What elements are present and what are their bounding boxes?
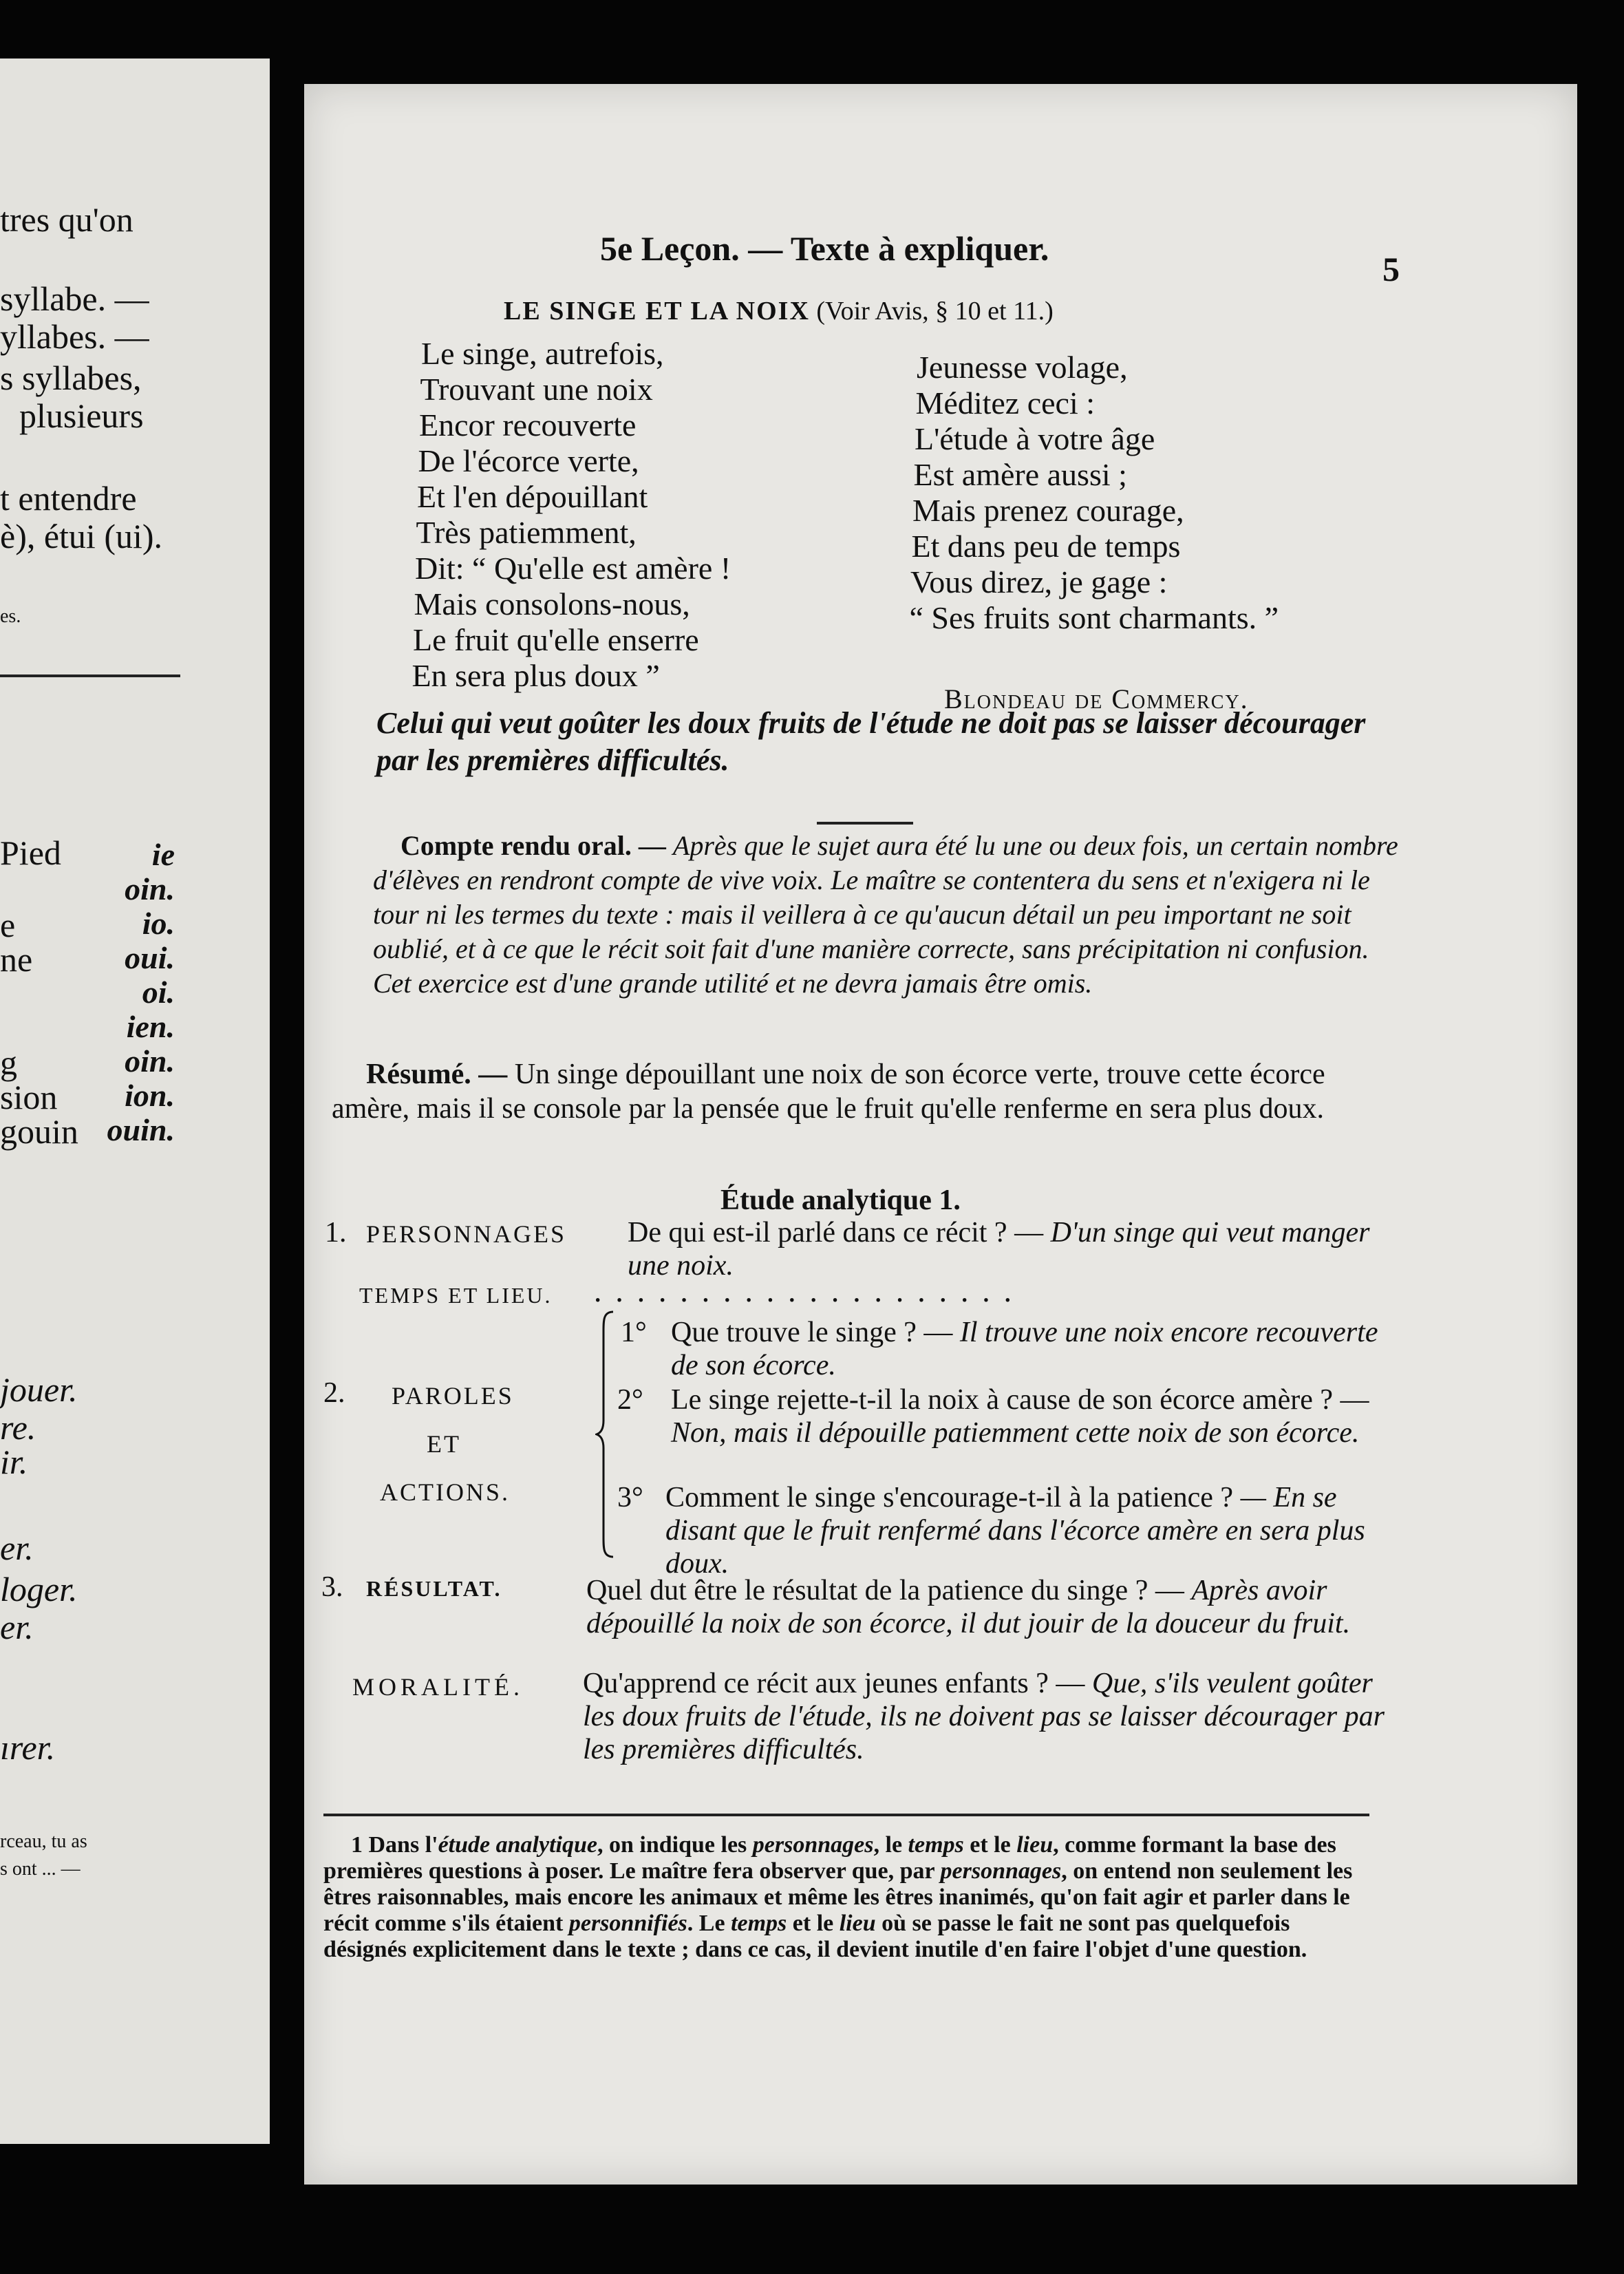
section-1-question bbox=[628, 1216, 1391, 1282]
compte-rendu-paragraph bbox=[373, 829, 1405, 1001]
poem-right-line: Vous direz, je gage : bbox=[910, 564, 1168, 599]
poem-right-line: L'étude à votre âge bbox=[915, 421, 1155, 456]
left-page-line: s syllabes, bbox=[0, 359, 142, 397]
footnote-text-6: , on entend non seulement les êtres raisonnables, mais encore les animaux et même les êtres inanimés, qu'on fait agir et parler dans le récit comme s'ils étaient bbox=[323, 1858, 1353, 1936]
moralite-block bbox=[583, 1667, 1385, 1766]
poem-right-line: Jeunesse volage, bbox=[917, 350, 1128, 385]
section-3-answer: Après avoir dépouillé la noix de son écorce, il dut jouir de la douceur du fruit. bbox=[586, 1575, 1351, 1639]
poem-right-line: Et dans peu de temps bbox=[911, 529, 1181, 564]
left-page-line: g bbox=[0, 1043, 17, 1082]
lesson-heading: 5e Leçon. — Texte à expliquer. bbox=[600, 229, 1049, 268]
section-1-question-text: De qui est-il parlé dans ce récit ? — bbox=[628, 1217, 1044, 1248]
left-page-line: er. bbox=[0, 1608, 34, 1646]
poem-left-line: Encor recouverte bbox=[419, 407, 637, 443]
section-2-label-3: ACTIONS. bbox=[380, 1478, 511, 1506]
footnote-italic-2: personnages bbox=[752, 1832, 874, 1858]
page-number: 5 bbox=[1382, 250, 1400, 288]
q1-answer: Il trouve une noix encore recouverte de son écorce. bbox=[671, 1317, 1378, 1381]
left-page-right-column-item: oin. bbox=[125, 1043, 175, 1078]
footnote-text-1: 1 Dans l' bbox=[351, 1832, 438, 1858]
left-page-line: yllabes. — bbox=[0, 317, 149, 356]
poem-title-ref: (Voir Avis, § 10 et 11.) bbox=[816, 297, 1054, 326]
section-1-number: 1. bbox=[325, 1217, 347, 1248]
footnote-italic-3: temps bbox=[908, 1832, 964, 1858]
poem-title-caps: LE SINGE ET LA NOIX bbox=[504, 297, 810, 326]
left-page-line: sion bbox=[0, 1078, 58, 1116]
poem-right-line: “ Ses fruits sont charmants. ” bbox=[909, 600, 1279, 635]
footnote-italic-6: personnifiés bbox=[568, 1911, 687, 1936]
left-page-right-column-item: ien. bbox=[126, 1009, 175, 1044]
section-3-number: 3. bbox=[321, 1571, 343, 1603]
poem-title bbox=[504, 296, 1054, 326]
left-page-fragment bbox=[0, 59, 270, 2144]
left-page-right-column-item: io. bbox=[142, 906, 175, 941]
left-page-line: ırer. bbox=[0, 1728, 56, 1767]
poem-left-line: Très patiemment, bbox=[416, 515, 637, 550]
q2-block bbox=[671, 1383, 1387, 1449]
q2-question: Le singe rejette-t-il la noix à cause de son écorce amère ? — bbox=[671, 1384, 1369, 1416]
left-page-line: syllabe. — bbox=[0, 279, 149, 318]
left-page-line: rceau, tu as bbox=[0, 1831, 87, 1852]
left-page-line: es. bbox=[0, 606, 21, 627]
q2-number: 2° bbox=[617, 1384, 643, 1416]
q3-answer: — En se disant que le fruit renfermé dans l'écorce amère en sera plus doux. bbox=[665, 1482, 1365, 1580]
temps-lieu-label: TEMPS ET LIEU. bbox=[359, 1283, 553, 1308]
moralite-question: Qu'apprend ce récit aux jeunes enfants ? — bbox=[583, 1668, 1085, 1699]
left-page-right-column-item: ie bbox=[151, 837, 175, 872]
resume-label: Résumé. — bbox=[366, 1059, 508, 1090]
footnote-text-9: où se passe le fait ne sont pas quelquefois désignés explicitement dans le texte ; dans ce cas, il devient inutile d'en faire l'objet d'une question. bbox=[323, 1911, 1307, 1962]
poem-left-line: En sera plus doux ” bbox=[412, 658, 660, 693]
q3-question: Comment le singe s'encourage-t-il à la patience ? bbox=[665, 1482, 1234, 1513]
left-page-line: loger. bbox=[0, 1570, 78, 1608]
left-page-line: jouer. bbox=[0, 1370, 78, 1409]
section-3-question: Quel dut être le résultat de la patience du singe ? — bbox=[586, 1575, 1184, 1606]
left-page-line: è), étui (ui). bbox=[0, 517, 163, 555]
curly-brace-icon bbox=[595, 1310, 616, 1558]
left-page-right-column-item: oin. bbox=[125, 871, 175, 906]
q1-question: Que trouve le singe ? — bbox=[671, 1317, 953, 1348]
footnote-text-3: , le bbox=[873, 1832, 908, 1858]
footnote bbox=[323, 1832, 1376, 1963]
left-page-line: ir. bbox=[0, 1443, 28, 1481]
poem-left-line: Trouvant une noix bbox=[420, 372, 653, 407]
compte-rendu-text: Après que le sujet aura été lu une ou deux fois, un certain nombre d'élèves en rendront compte de vive voix. Le maître se contentera du sens et n'exigera ni le tour ni les termes du texte : mais il veillera à ce qu'aucun détail un peu important ne soit oublié, et à ce que le récit soit fait d'une manière correcte, sans précipitation ni confusion. Cet exercice est d'une grande utilité et ne devra jamais être omis. bbox=[373, 830, 1398, 999]
poem-left-line: Le singe, autrefois, bbox=[421, 336, 664, 371]
left-page-right-column-item: oi. bbox=[142, 975, 175, 1010]
section-2-number: 2. bbox=[323, 1377, 345, 1409]
leader-dots: .................... bbox=[593, 1275, 1025, 1308]
left-page-line: er. bbox=[0, 1529, 34, 1567]
resume-paragraph bbox=[332, 1057, 1405, 1126]
etude-title: Étude analytique 1. bbox=[720, 1184, 961, 1216]
left-page-rule bbox=[0, 674, 180, 677]
footnote-italic-7: temps bbox=[731, 1911, 787, 1936]
moralite-label: MORALITÉ. bbox=[352, 1673, 524, 1701]
footnote-italic-5: personnages bbox=[940, 1858, 1062, 1884]
footnote-rule bbox=[323, 1814, 1369, 1816]
section-2-label-2: ET bbox=[427, 1430, 461, 1458]
q3-number: 3° bbox=[617, 1482, 643, 1513]
poem-right-line: Mais prenez courage, bbox=[912, 493, 1184, 528]
section-2-label-1: PAROLES bbox=[392, 1382, 514, 1410]
section-1-answer: D'un singe qui veut manger une noix. bbox=[628, 1217, 1370, 1282]
q1-number: 1° bbox=[621, 1317, 647, 1348]
poem-right-line: Est amère aussi ; bbox=[913, 457, 1127, 492]
poem-left-line: Mais consolons-nous, bbox=[414, 586, 690, 621]
poem-left-line: Dit: “ Qu'elle est amère ! bbox=[415, 551, 731, 586]
poem-author: Blondeau de Commercy. bbox=[944, 683, 1249, 714]
footnote-italic-8: lieu bbox=[839, 1911, 876, 1936]
left-page-right-column-item: oui. bbox=[125, 940, 175, 975]
section-3-block bbox=[586, 1574, 1385, 1640]
left-page-line: Pied bbox=[0, 833, 61, 872]
section-3-label: RÉSULTAT. bbox=[366, 1576, 502, 1601]
left-page-line: tres qu'on bbox=[0, 200, 133, 239]
footnote-text-8: et le bbox=[787, 1911, 840, 1936]
left-page-line: s ont ... — bbox=[0, 1858, 81, 1880]
footnote-text-2: , on indique les bbox=[597, 1832, 753, 1858]
poem-left-line: Et l'en dépouillant bbox=[417, 479, 648, 514]
left-page-line: re. bbox=[0, 1408, 36, 1447]
footnote-text-7: . Le bbox=[687, 1911, 731, 1936]
main-page bbox=[304, 84, 1577, 2185]
left-page-line: e bbox=[0, 906, 16, 944]
footnote-italic-4: lieu bbox=[1016, 1832, 1054, 1858]
poem-left-line: De l'écorce verte, bbox=[418, 443, 639, 478]
left-page-right-column-item: ouin. bbox=[107, 1112, 175, 1147]
left-page-line: ne bbox=[0, 940, 33, 979]
poem-left-line: Le fruit qu'elle enserre bbox=[413, 622, 699, 657]
footnote-text-4: et le bbox=[963, 1832, 1017, 1858]
footnote-italic-1: étude analytique bbox=[438, 1832, 597, 1858]
moral-statement: Celui qui veut goûter les doux fruits de l'étude ne doit pas se laisser décourager par les premières difficultés. bbox=[376, 706, 1366, 777]
resume-text: Un singe dépouillant une noix de son écorce verte, trouve cette écorce amère, mais il se console par la pensée que le fruit qu'elle renferme en sera plus doux. bbox=[332, 1059, 1325, 1125]
left-page-right-column-item: ion. bbox=[125, 1078, 175, 1113]
moralite-answer: Que, s'ils veulent goûter les doux fruits de l'étude, ils ne doivent pas se laisser décourager par les premières difficultés. bbox=[583, 1668, 1385, 1765]
q2-answer: Non, mais il dépouille patiemment cette noix de son écorce. bbox=[671, 1417, 1360, 1449]
left-page-line: plusieurs bbox=[19, 396, 144, 435]
left-page-line: t entendre bbox=[0, 479, 137, 518]
poem-right-line: Méditez ceci : bbox=[915, 385, 1096, 421]
left-page-line: gouin bbox=[0, 1112, 78, 1151]
footnote-text-5: , comme formant la base des premières questions à poser. Le maître fera observer que, par bbox=[323, 1832, 1336, 1884]
section-separator bbox=[817, 822, 913, 825]
compte-rendu-label: Compte rendu oral. — bbox=[400, 830, 666, 861]
q1-block bbox=[671, 1316, 1387, 1382]
section-1-label: PERSONNAGES bbox=[366, 1220, 567, 1248]
q3-block bbox=[665, 1481, 1388, 1580]
